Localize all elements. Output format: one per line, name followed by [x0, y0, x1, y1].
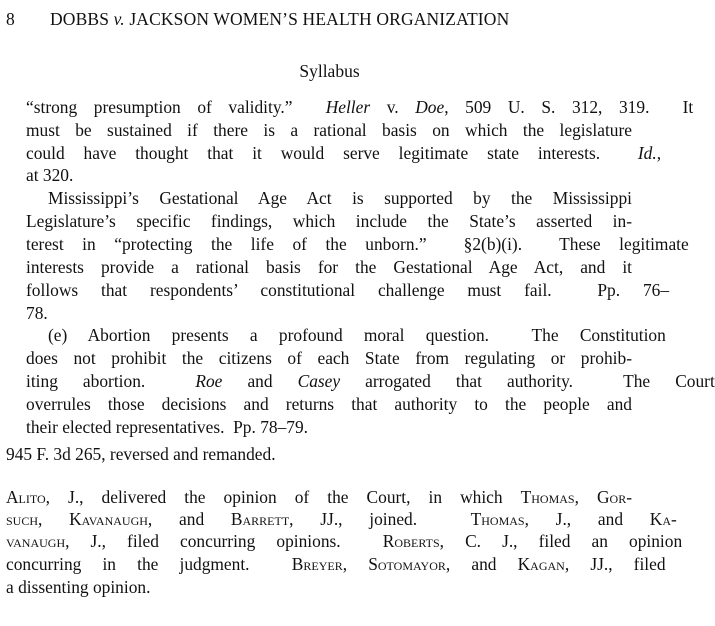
para2-line1: Mississippi’s Gestational Age Act is supported by the Mississippi — [48, 188, 632, 208]
opinions-line1: Alito, J., delivered the opinion of the Court, in which Thomas, Gor- — [6, 487, 632, 507]
para2-line3: terest in “protecting the life of the unborn.” §2(b)(i). These legitimate — [26, 234, 689, 254]
disposition: 945 F. 3d 265, reversed and remanded. — [6, 444, 276, 464]
para1-line4: at 320. — [26, 165, 74, 185]
para1-line1: “strong presumption of validity.” Heller v. Doe, 509 U. S. 312, 319. It — [26, 97, 694, 117]
page-number: 8 — [6, 9, 15, 29]
para2-line6: 78. — [26, 303, 48, 323]
para2-line5: follows that respondents’ constitutional challenge must fail. Pp. 76– — [26, 280, 670, 300]
opinions-line2: such, Kavanaugh, and Barrett, JJ., joined. Thomas, J., and Ka- — [6, 509, 677, 529]
para3-line2: does not prohibit the citizens of each State from regulating or prohib- — [26, 348, 632, 368]
opinions-line3: vanaugh, J., filed concurring opinions. Roberts, C. J., filed an opinion — [6, 531, 683, 551]
para3-line3: iting abortion. Roe and Casey arrogated that authority. The Court — [26, 371, 715, 391]
para1-line2: must be sustained if there is a rational basis on which the legislature — [26, 120, 632, 140]
para2-line4: interests provide a rational basis for the Gestational Age Act, and it — [26, 257, 632, 277]
running-header: DOBBS v. JACKSON WOMEN’S HEALTH ORGANIZATION — [50, 9, 510, 29]
para1-line3: could have thought that it would serve legitimate state interests. Id., — [26, 143, 662, 163]
para2-line2: Legislature’s specific findings, which include the State’s asserted in- — [26, 211, 632, 231]
opinions-line5: a dissenting opinion. — [6, 577, 151, 597]
para3-line4: overrules those decisions and returns that authority to the people and — [26, 394, 632, 414]
para3-line5: their elected representatives. Pp. 78–79. — [26, 417, 309, 437]
opinions-line4: concurring in the judgment. Breyer, Sotomayor, and Kagan, JJ., filed — [6, 554, 666, 574]
section-label: Syllabus — [299, 61, 360, 81]
para3-line1: (e) Abortion presents a profound moral question. The Constitution — [48, 325, 666, 345]
